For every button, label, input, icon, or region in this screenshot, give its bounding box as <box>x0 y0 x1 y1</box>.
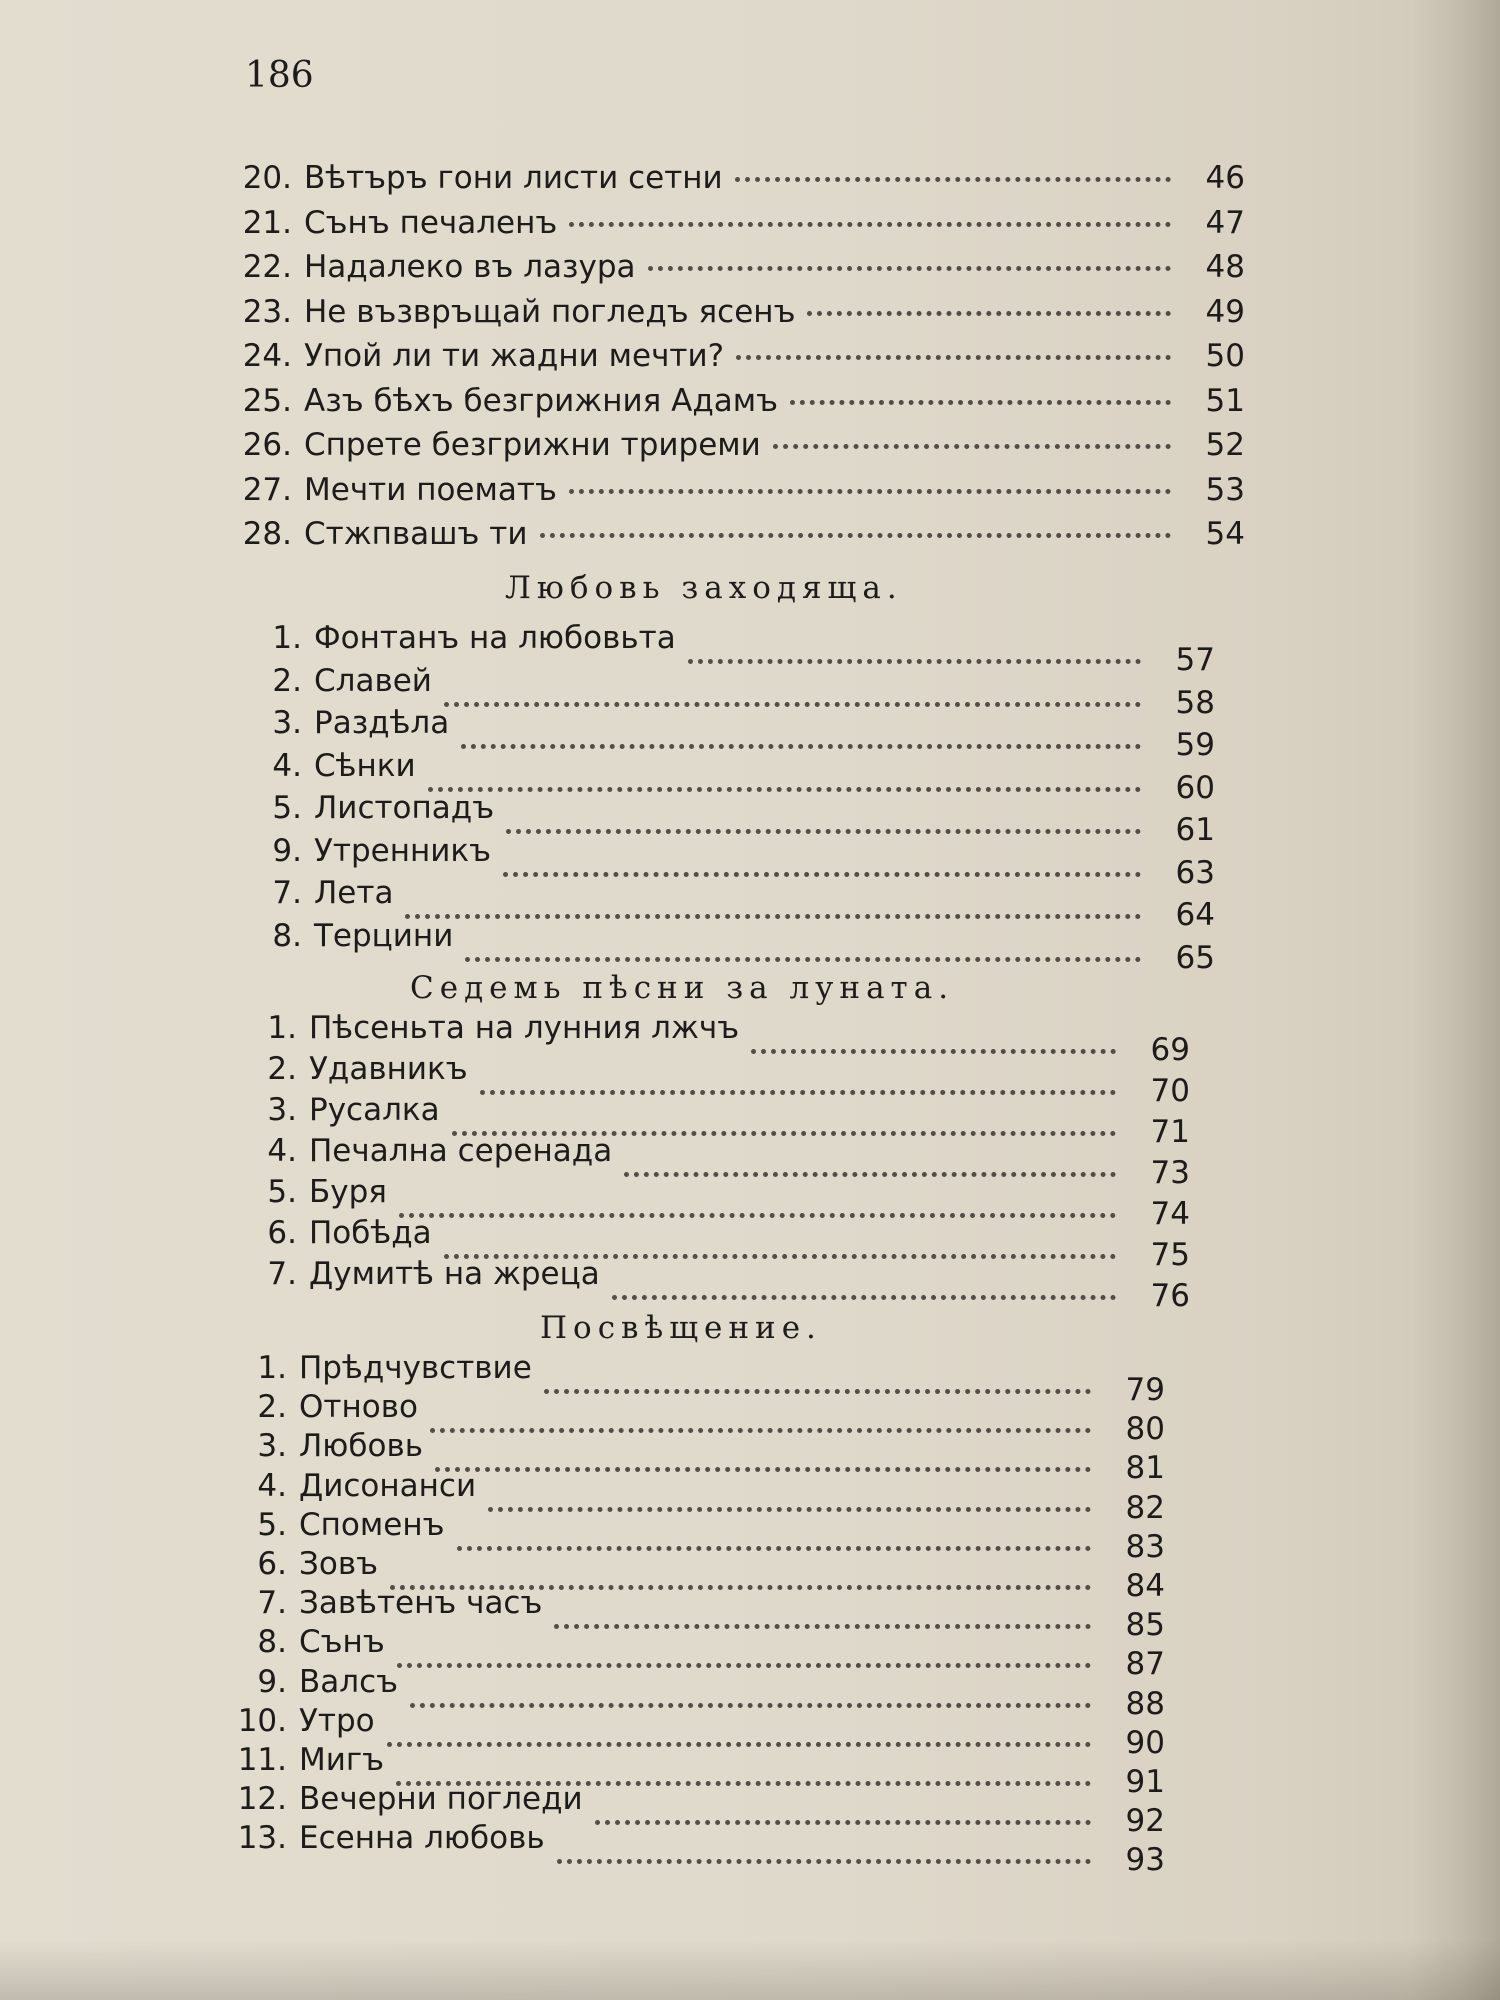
toc-entry-page: 53 <box>1205 471 1245 508</box>
toc-entry-number: 5. <box>267 1174 297 1210</box>
toc-entry-number: 8. <box>272 917 302 954</box>
toc-entry <box>230 249 1245 289</box>
toc-entry <box>235 1010 1190 1068</box>
toc-entry-number: 3. <box>267 1092 297 1128</box>
toc-entry <box>240 917 1215 976</box>
toc-entry-title: Спрете безгрижни триреми <box>304 427 761 463</box>
toc-entry-title: Утренникъ <box>314 832 492 869</box>
toc-entry-title: Русалка <box>309 1092 440 1128</box>
toc-entry-title: Побѣда <box>309 1215 432 1251</box>
toc-entry-number: 10. <box>237 1702 287 1739</box>
toc-entry-title: Сѣнки <box>314 747 416 784</box>
toc-entry-page: 58 <box>1175 684 1215 721</box>
toc-entry-title: Лета <box>314 875 394 911</box>
toc-entry-number: 7. <box>267 1256 297 1292</box>
toc-entry-title: Сънъ печаленъ <box>304 204 558 241</box>
toc-entry-page: 47 <box>1205 204 1245 241</box>
toc-entry-page: 54 <box>1205 516 1245 552</box>
toc-dot-leader <box>557 1859 1091 1864</box>
toc-entry-number: 2. <box>272 662 302 699</box>
toc-entry-page: 71 <box>1150 1114 1190 1150</box>
toc-entry-title: Фонтанъ на любовьта <box>314 620 676 656</box>
toc-entry-title: Мигъ <box>299 1742 385 1778</box>
toc-entry-number: 13. <box>237 1820 287 1857</box>
toc-entry-title: Споменъ <box>299 1506 445 1543</box>
toc-entry-number: 7. <box>272 875 302 911</box>
toc-entry-number: 9. <box>272 832 302 869</box>
toc-entry <box>235 1051 1190 1109</box>
toc-entry-page: 69 <box>1150 1032 1190 1068</box>
toc-entry <box>235 1215 1190 1273</box>
toc-entry-page: 57 <box>1175 642 1215 678</box>
toc-entry <box>225 1820 1165 1879</box>
toc-dot-leader <box>735 177 1171 182</box>
toc-entry <box>230 205 1245 245</box>
toc-entry-title: Не възвръщай погледъ ясенъ <box>304 293 796 330</box>
toc-entry-page: 49 <box>1205 293 1245 330</box>
toc-entry-page: 90 <box>1125 1724 1165 1761</box>
toc-entry-page: 87 <box>1125 1646 1165 1683</box>
toc-entry-title: Удавникъ <box>309 1051 468 1087</box>
toc-entry-number: 12. <box>237 1781 287 1818</box>
toc-entry-page: 50 <box>1205 338 1245 374</box>
toc-entry-number: 21. <box>242 204 292 241</box>
toc-entry <box>240 790 1215 848</box>
toc-entry-number: 11. <box>237 1742 287 1778</box>
toc-entry <box>240 620 1215 678</box>
toc-entry-title: Валсъ <box>299 1663 399 1700</box>
toc-entry-number: 4. <box>267 1133 297 1169</box>
toc-entry <box>230 516 1245 556</box>
toc-entry-number: 23. <box>242 293 292 330</box>
toc-entry-number: 5. <box>257 1506 287 1543</box>
toc-entry-title: Есенна любовь <box>299 1820 545 1857</box>
toc-entry-page: 70 <box>1150 1073 1190 1109</box>
toc-entry-title: Утро <box>299 1702 375 1739</box>
toc-entry-title: Зовъ <box>299 1546 379 1582</box>
toc-entry-page: 83 <box>1125 1528 1165 1565</box>
toc-entry-title: Упой ли ти жадни мечти? <box>304 338 725 374</box>
toc-entry-page: 75 <box>1150 1237 1190 1273</box>
toc-entry-page: 91 <box>1125 1764 1165 1800</box>
toc-entry-title: Азъ бѣхъ безгрижния Адамъ <box>304 382 779 419</box>
toc-entry-number: 3. <box>272 705 302 741</box>
toc-entry-title: Надалеко въ лазура <box>304 249 636 285</box>
toc-entry-page: 79 <box>1125 1372 1165 1408</box>
toc-entry-page: 59 <box>1175 727 1215 763</box>
toc-entry <box>240 705 1215 763</box>
toc-entry-page: 74 <box>1150 1196 1190 1232</box>
section-heading: Любовь заходяща. <box>505 570 903 606</box>
toc-entry-page: 64 <box>1175 897 1215 933</box>
toc-entry <box>230 160 1245 200</box>
toc-dot-leader <box>736 355 1171 360</box>
toc-entry-number: 20. <box>242 160 292 196</box>
toc-entry <box>230 294 1245 334</box>
toc-entry-title: Пѣсеньта на лунния лжчъ <box>309 1010 740 1046</box>
toc-entry-title: Стжпвашъ ти <box>304 516 528 552</box>
toc-entry-title: Печална серенада <box>309 1133 613 1169</box>
toc-entry-title: Терцини <box>314 917 454 954</box>
toc-entry <box>230 383 1245 423</box>
toc-entry-number: 9. <box>257 1663 287 1700</box>
toc-entry-number: 2. <box>257 1389 287 1426</box>
toc-entry-number: 6. <box>267 1215 297 1251</box>
toc-entry <box>240 662 1215 721</box>
toc-entry-page: 76 <box>1150 1278 1190 1314</box>
toc-entry-title: Листопадъ <box>314 790 495 826</box>
toc-entry-title: Любовь <box>299 1428 424 1465</box>
toc-entry-page: 84 <box>1125 1568 1165 1604</box>
toc-entry-title: Думитѣ на жреца <box>309 1256 600 1292</box>
toc-dot-leader <box>569 222 1171 227</box>
toc-entry <box>240 832 1215 891</box>
toc-entry-title: Дисонанси <box>299 1467 477 1504</box>
toc-entry-number: 7. <box>257 1585 287 1622</box>
toc-entry-number: 28. <box>242 516 292 552</box>
toc-entry-title: Вѣтъръ гони листи сетни <box>304 160 723 196</box>
toc-entry-number: 8. <box>257 1624 287 1661</box>
toc-dot-leader <box>807 311 1171 316</box>
toc-entry-page: 80 <box>1125 1411 1165 1448</box>
toc-entry-number: 1. <box>267 1010 297 1046</box>
toc-entry-page: 61 <box>1175 812 1215 848</box>
toc-entry-page: 88 <box>1125 1685 1165 1722</box>
toc-entry-number: 5. <box>272 790 302 826</box>
toc-entry-number: 27. <box>242 471 292 508</box>
toc-dot-leader <box>465 957 1141 962</box>
toc-entry-page: 92 <box>1125 1803 1165 1840</box>
toc-entry-page: 65 <box>1175 939 1215 976</box>
toc-entry-page: 93 <box>1125 1842 1165 1879</box>
toc-entry-page: 73 <box>1150 1155 1190 1191</box>
toc-entry-number: 3. <box>257 1428 287 1465</box>
toc-dot-leader <box>790 400 1171 405</box>
toc-entry <box>235 1133 1190 1191</box>
toc-entry <box>230 472 1245 512</box>
toc-entry-page: 85 <box>1125 1607 1165 1644</box>
toc-entry-page: 82 <box>1125 1489 1165 1526</box>
toc-dot-leader <box>773 444 1171 449</box>
toc-entry-page: 51 <box>1205 382 1245 419</box>
toc-entry-number: 25. <box>242 382 292 419</box>
toc-dot-leader <box>612 1295 1116 1300</box>
toc-entry-title: Завѣтенъ часъ <box>299 1585 543 1622</box>
toc-entry-number: 24. <box>242 338 292 374</box>
toc-entry-number: 1. <box>272 620 302 656</box>
toc-entry <box>235 1256 1190 1314</box>
toc-entry-number: 22. <box>242 249 292 285</box>
toc-entry-page: 46 <box>1205 160 1245 196</box>
toc-entry-page: 60 <box>1175 769 1215 806</box>
toc-entry <box>235 1174 1190 1232</box>
toc-entry-page: 81 <box>1125 1450 1165 1487</box>
toc-entry-number: 1. <box>257 1350 287 1386</box>
toc-entry-title: Буря <box>309 1174 387 1210</box>
toc-entry-title: Вечерни погледи <box>299 1781 583 1818</box>
toc-entry-title: Прѣдчувствие <box>299 1350 532 1386</box>
toc-dot-leader <box>648 266 1171 271</box>
section-heading: Посвѣщение. <box>540 1310 822 1346</box>
toc-dot-leader <box>540 533 1172 538</box>
toc-entry-page: 63 <box>1175 854 1215 891</box>
toc-entry-title: Раздѣла <box>314 705 450 741</box>
toc-entry <box>240 747 1215 806</box>
toc-dot-leader <box>569 489 1171 494</box>
toc-entry <box>230 427 1245 467</box>
toc-entry-number: 26. <box>242 427 292 463</box>
toc-entry-number: 4. <box>257 1467 287 1504</box>
toc-entry <box>240 875 1215 933</box>
page-number: 186 <box>245 55 314 96</box>
toc-entry-number: 2. <box>267 1051 297 1087</box>
toc-entry <box>235 1092 1190 1150</box>
toc-entry-title: Славей <box>314 662 432 699</box>
toc-entry-page: 52 <box>1205 427 1245 463</box>
toc-entry-number: 4. <box>272 747 302 784</box>
toc-entry-title: Мечти поематъ <box>304 471 557 508</box>
toc-entry-page: 48 <box>1205 249 1245 285</box>
toc-entry-number: 6. <box>257 1546 287 1582</box>
toc-entry-title: Отново <box>299 1389 418 1426</box>
toc-entry-title: Сънъ <box>299 1624 385 1661</box>
toc-entry <box>230 338 1245 378</box>
section-heading: Седемь пѣсни за луната. <box>410 970 955 1006</box>
